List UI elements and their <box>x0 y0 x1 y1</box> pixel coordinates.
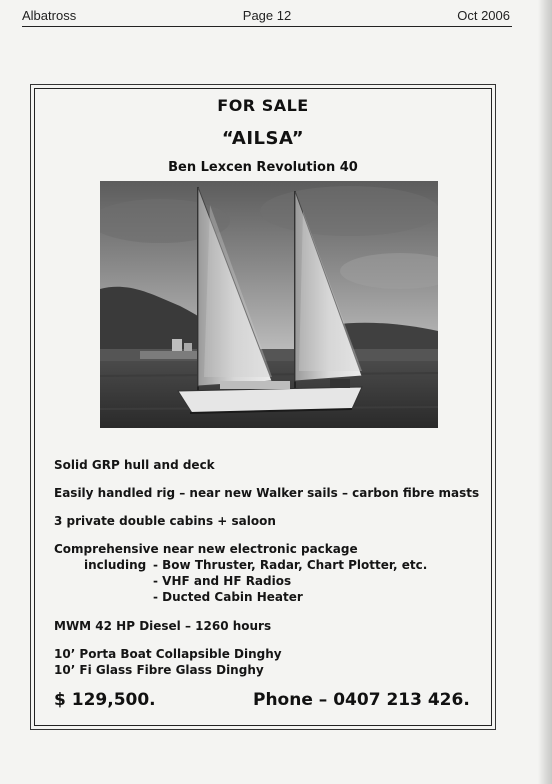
asking-price: $ 129,500. <box>54 690 156 710</box>
issue-date: Oct 2006 <box>457 8 510 23</box>
boat-model: Ben Lexcen Revolution 40 <box>168 160 358 175</box>
feature-cabins: 3 private double cabins + saloon <box>54 514 276 528</box>
boat-name: “AILSA” <box>221 128 305 149</box>
dinghy-porta: 10’ Porta Boat Collapsible Dinghy <box>54 647 282 661</box>
header-divider <box>22 26 512 27</box>
page-number: Page 12 <box>242 8 292 23</box>
price-contact-row <box>54 690 484 714</box>
feature-hull: Solid GRP hull and deck <box>54 458 215 472</box>
dinghy-fibreglass: 10’ Fi Glass Fibre Glass Dinghy <box>54 663 264 677</box>
including-label: including <box>84 558 147 572</box>
feature-rig: Easily handled rig – near new Walker sails – carbon fibre masts <box>54 486 480 500</box>
feature-engine: MWM 42 HP Diesel – 1260 hours <box>54 619 272 633</box>
including-item: - Ducted Cabin Heater <box>153 590 303 604</box>
including-item: - Bow Thruster, Radar, Chart Plotter, etc. <box>153 558 428 572</box>
page-header <box>22 8 512 26</box>
including-item: - VHF and HF Radios <box>153 574 292 588</box>
feature-electronics: Comprehensive near new electronic package <box>54 542 358 556</box>
phone-number: Phone – 0407 213 426. <box>253 690 470 710</box>
scan-edge-shadow <box>538 0 552 784</box>
for-sale-heading: FOR SALE <box>217 96 309 115</box>
electronics-list <box>54 558 474 610</box>
yacht-photo <box>100 181 438 428</box>
newsletter-name: Albatross <box>22 8 77 23</box>
